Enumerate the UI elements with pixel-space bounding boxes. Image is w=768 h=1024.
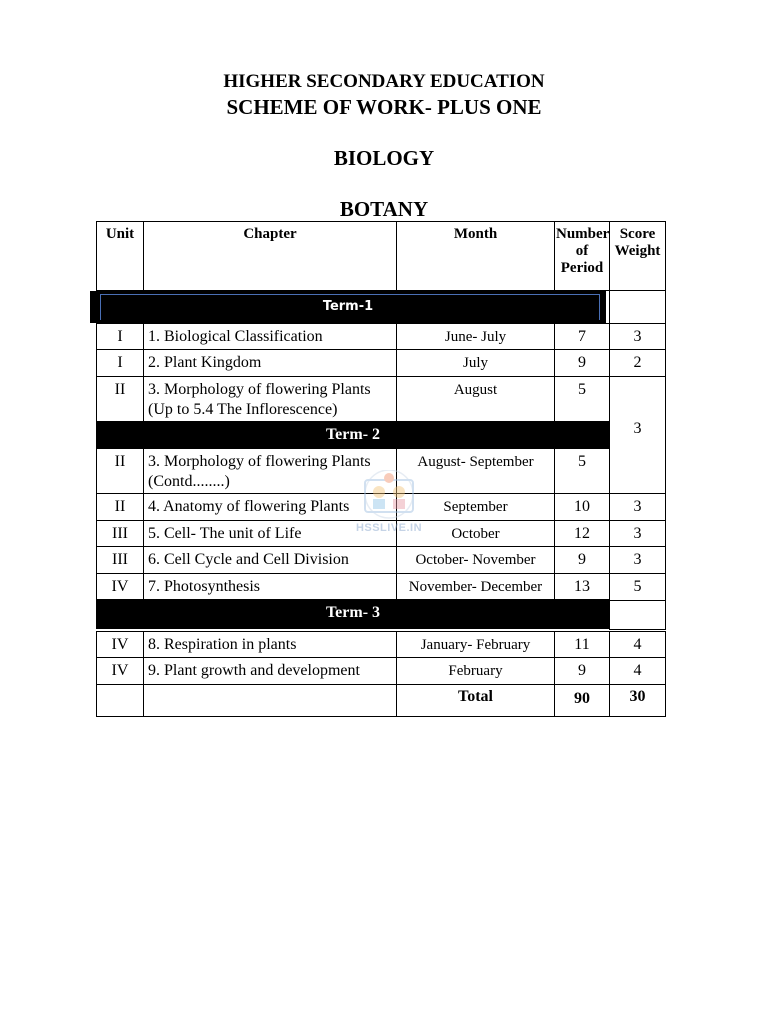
month-cell: November- December (396, 573, 555, 601)
col-header-month: Month (396, 221, 555, 291)
col-header-chapter: Chapter (143, 221, 397, 291)
chapter-cell: 8. Respiration in plants (143, 631, 397, 658)
unit-cell: I (96, 323, 144, 350)
periods-cell: 9 (554, 349, 610, 377)
score-cell: 2 (609, 349, 666, 377)
chapter-cell: 5. Cell- The unit of Life (143, 520, 397, 547)
month-cell: October (396, 520, 555, 547)
chapter-cell: 3. Morphology of flowering Plants (Up to 5.4 The Inflorescence) (143, 376, 397, 422)
col-header-periods: Number of Period (554, 221, 610, 291)
periods-cell: 7 (554, 323, 610, 350)
scheme-table (96, 221, 666, 717)
month-cell: August- September (396, 448, 555, 494)
month-cell: January- February (396, 631, 555, 658)
hsslive-watermark (353, 470, 425, 540)
chapter-cell: 3. Morphology of flowering Plants (Contd........) (143, 448, 397, 494)
term-2-banner (96, 421, 610, 449)
chapter-cell: 9. Plant growth and development (143, 657, 397, 685)
periods-cell: 10 (554, 493, 610, 521)
score-cell: 3 (609, 323, 666, 350)
term-3-label: Term- 3 (325, 604, 381, 621)
month-cell: July (396, 349, 555, 377)
unit-cell: IV (96, 631, 144, 658)
watermark-logo-icon (353, 470, 425, 522)
month-cell: August (396, 376, 555, 422)
unit-cell: II (96, 376, 144, 422)
header-line-2: SCHEME OF WORK- PLUS ONE (226, 95, 542, 119)
chapter-cell: 4. Anatomy of flowering Plants (143, 493, 397, 521)
score-cell: 3 (609, 546, 666, 574)
unit-cell: II (96, 493, 144, 521)
score-cell: 4 (609, 631, 666, 658)
score-cell-blank (609, 600, 666, 630)
section-title: BOTANY (339, 197, 429, 221)
score-cell: 4 (609, 657, 666, 685)
header-line-1: HIGHER SECONDARY EDUCATION (223, 71, 545, 92)
score-cell: 3 (609, 520, 666, 547)
month-cell: June- July (396, 323, 555, 350)
unit-cell: IV (96, 657, 144, 685)
score-cell: 3 (609, 493, 666, 521)
total-blank-unit (96, 684, 144, 717)
subject-title: BIOLOGY (333, 146, 435, 170)
month-cell: February (396, 657, 555, 685)
score-cell: 5 (609, 573, 666, 601)
periods-cell: 11 (554, 631, 610, 658)
periods-cell: 13 (554, 573, 610, 601)
score-cell-merged: 3 (609, 376, 666, 494)
term-3-banner (96, 599, 610, 629)
col-header-unit: Unit (96, 221, 144, 291)
month-cell: September (396, 493, 555, 521)
chapter-cell: 6. Cell Cycle and Cell Division (143, 546, 397, 574)
col-header-score: Score Weight (609, 221, 666, 291)
periods-cell: 9 (554, 546, 610, 574)
watermark-text: HSSLIVE.IN (355, 522, 423, 534)
total-score: 30 (609, 684, 666, 717)
periods-cell: 5 (554, 448, 610, 494)
total-label: Total (396, 684, 555, 717)
month-cell: October- November (396, 546, 555, 574)
unit-cell: III (96, 546, 144, 574)
periods-cell: 5 (554, 376, 610, 422)
chapter-cell: 1. Biological Classification (143, 323, 397, 350)
term-1-banner (90, 291, 606, 323)
unit-cell: I (96, 349, 144, 377)
term-2-label: Term- 2 (325, 426, 381, 443)
term-1-label: Term-1 (322, 299, 374, 314)
periods-cell: 12 (554, 520, 610, 547)
chapter-cell: 2. Plant Kingdom (143, 349, 397, 377)
score-cell-blank (609, 290, 666, 324)
unit-cell: IV (96, 573, 144, 601)
unit-cell: III (96, 520, 144, 547)
chapter-cell: 7. Photosynthesis (143, 573, 397, 601)
periods-cell: 9 (554, 657, 610, 685)
total-periods: 90 (554, 684, 610, 717)
unit-cell: II (96, 448, 144, 494)
total-blank-chapter (143, 684, 397, 717)
